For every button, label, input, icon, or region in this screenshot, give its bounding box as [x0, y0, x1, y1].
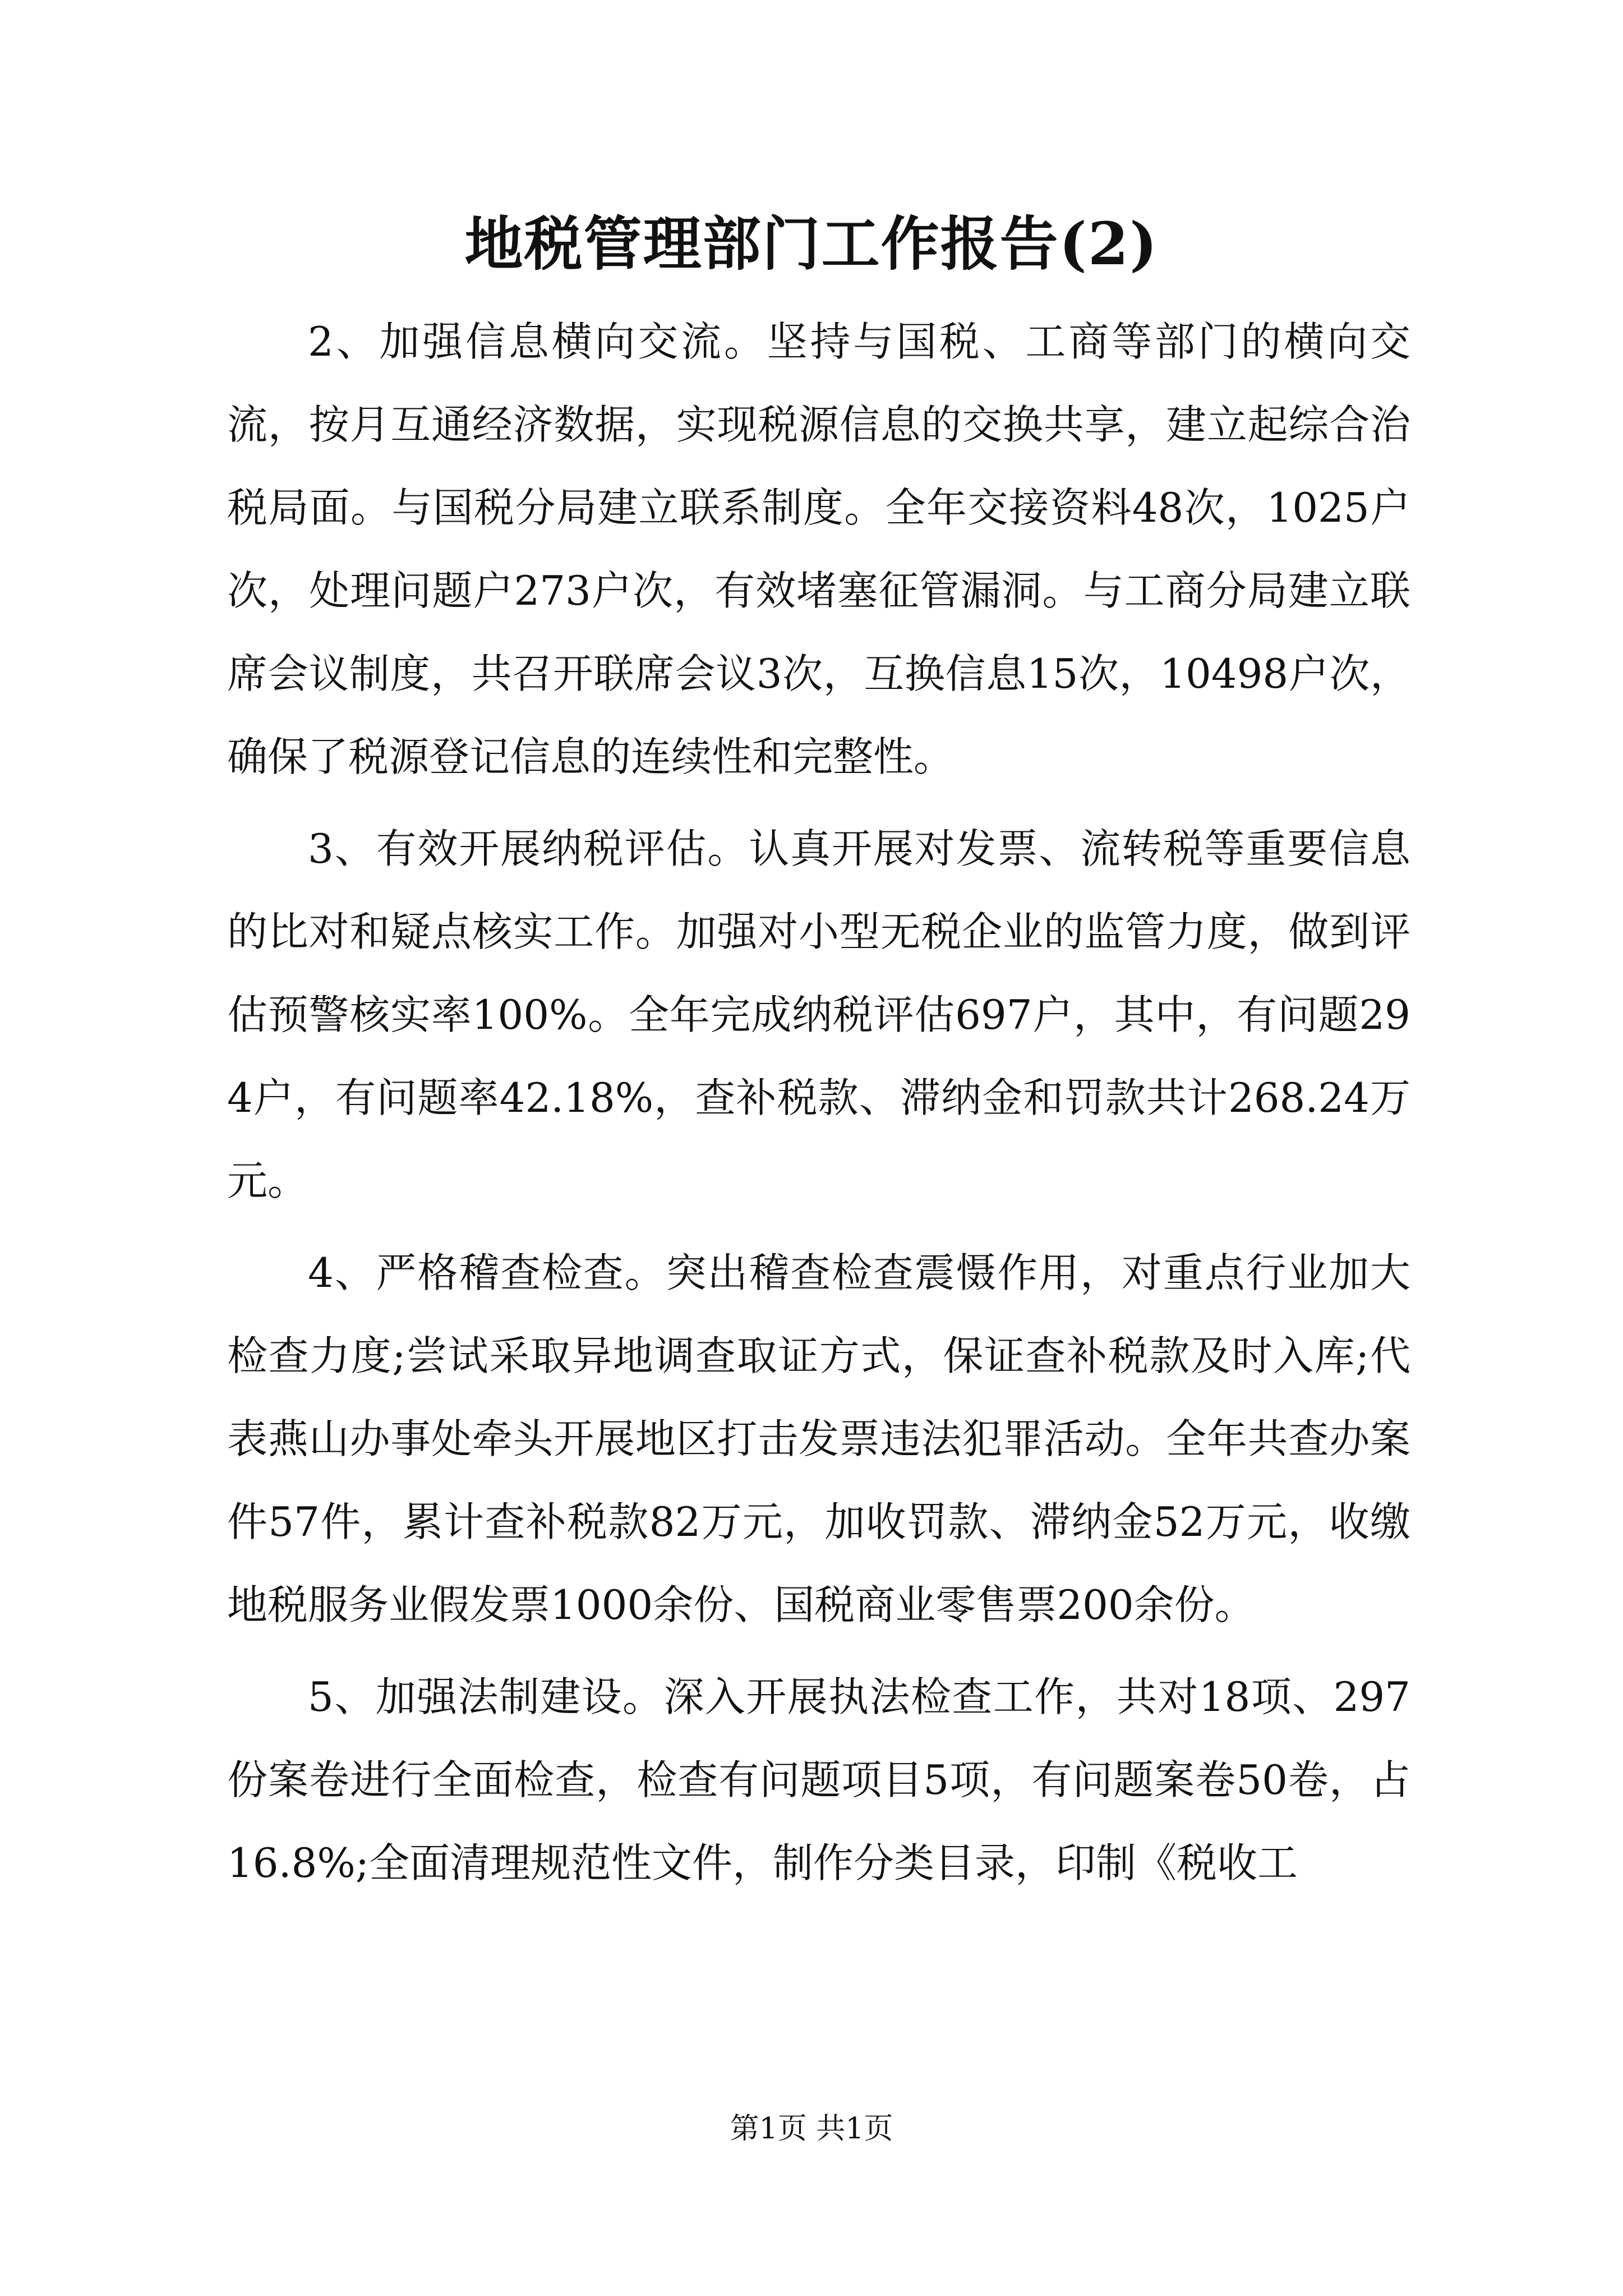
paragraph-tax-assessment: 3、有效开展纳税评估。认真开展对发票、流转税等重要信息的比对和疑点核实工作。加强对小型无税企业的监管力度，做到评估预警核实率100%。全年完成纳税评估697户，其中，有问题294户，有问题率42.18%，查补税款、滞纳金和罚款共计268.24万元。 [227, 825, 1410, 1204]
paragraph-info-exchange: 2、加强信息横向交流。坚持与国税、工商等部门的横向交流，按月互通经济数据，实现税源信息的交换共享，建立起综合治税局面。与国税分局建立联系制度。全年交接资料48次，1025户次，处理问题户273户次，有效堵塞征管漏洞。与工商分局建立联席会议制度，共召开联席会议3次，互换信息15次，10498户次，确保了税源登记信息的连续性和完整性。 [227, 318, 1410, 780]
paragraph-audit-inspection: 4、严格稽查检查。突出稽查检查震慑作用，对重点行业加大检查力度;尝试采取异地调查取证方式，保证查补税款及时入库;代表燕山办事处牵头开展地区打击发票违法犯罪活动。全年共查办案件57件，累计查补税款82万元，加收罚款、滞纳金52万元，收缴地税服务业假发票1000余份、国税商业零售票200余份。 [227, 1249, 1410, 1628]
page-footer: 第1页 共1页 [730, 2112, 893, 2146]
paragraph-legal-construction: 5、加强法制建设。深入开展执法检查工作，共对18项、297份案卷进行全面检查，检查有问题项目5项，有问题案卷50卷，占16.8%;全面清理规范性文件，制作分类目录，印制《税收工 [227, 1673, 1410, 1887]
document-title: 地税管理部门工作报告(2) [464, 209, 1159, 278]
document-body [227, 300, 1410, 1913]
